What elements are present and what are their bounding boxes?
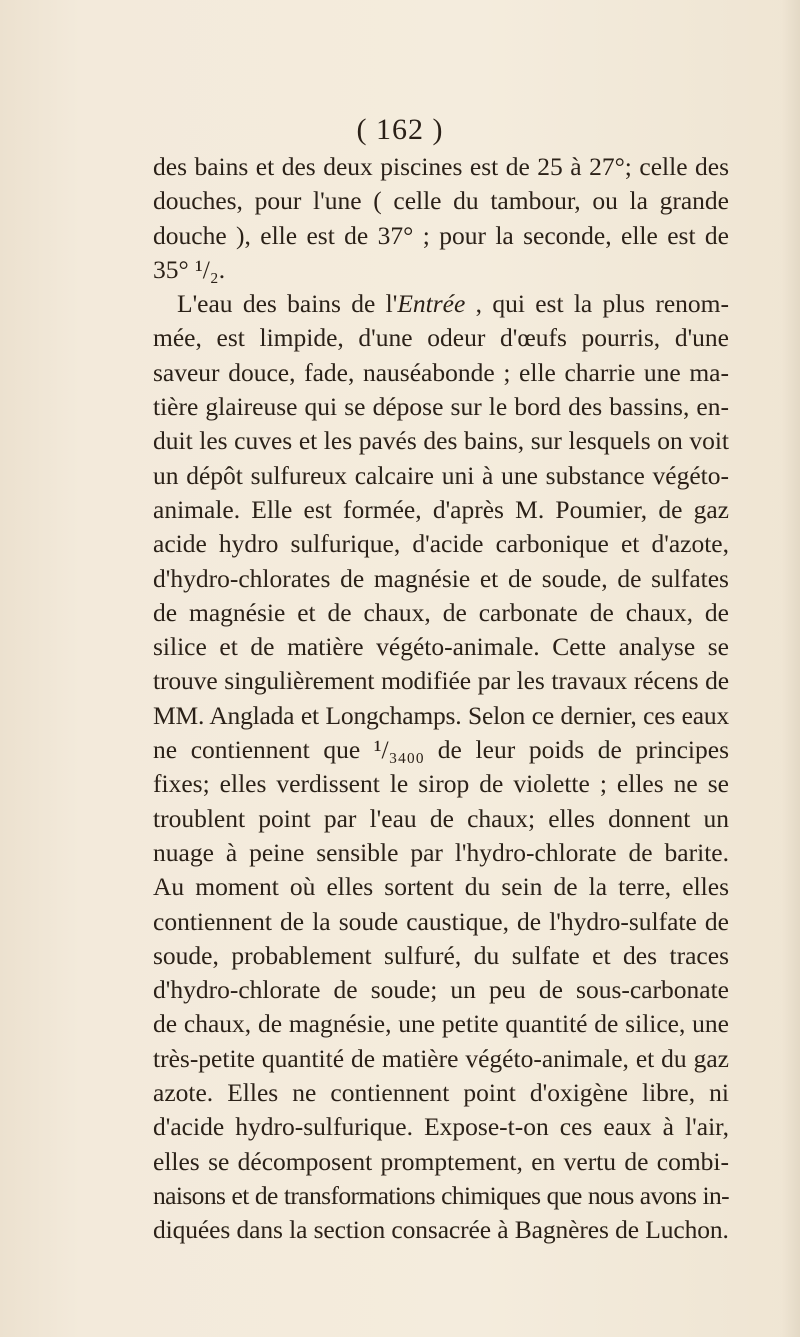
text-line: nuage à peine sensible par l'hydro-chlorate de barite. (153, 837, 729, 867)
text-line: troublent point par l'eau de chaux; elles donnent un (153, 803, 729, 833)
text-line: de chaux, de magnésie, une petite quantité de silice, une (153, 1009, 729, 1039)
text-line: 35° ¹/₂. (153, 254, 226, 284)
text-line: douche ), elle est de 37° ; pour la seconde, elle est de (153, 220, 729, 250)
text-line: douches, pour l'une ( celle du tambour, ou la grande (153, 186, 729, 216)
paragraph-start-line (153, 287, 729, 321)
text-line: d'hydro-chlorates de magnésie et de soude, de sulfates (153, 563, 729, 593)
text-line: fixes; elles verdissent le sirop de violette ; elles ne se (153, 769, 729, 799)
text-line: silice et de matière végéto-animale. Cette analyse se (153, 632, 729, 662)
text-line: contiennent de la soude caustique, de l'hydro-sulfate de (153, 906, 729, 936)
text-line: d'acide hydro-sulfurique. Expose-t-on ces eaux à l'air, (153, 1112, 729, 1142)
page-number: ( 162 ) (356, 113, 444, 146)
text-line: très-petite quantité de matière végéto-animale, et du gaz (153, 1043, 729, 1073)
text-line: MM. Anglada et Longchamps. Selon ce dernier, ces eaux (153, 700, 729, 730)
text-line: elles se décomposent promptement, en vertu de combi- (153, 1146, 729, 1176)
text-line: ne contiennent que ¹/₃₄₀₀ de leur poids de principes (153, 735, 729, 765)
text-line: un dépôt sulfureux calcaire uni à une substance végéto- (153, 460, 729, 490)
text-line: trouve singulièrement modifiée par les travaux récens de (153, 666, 729, 696)
text-line: mée, est limpide, d'une odeur d'œufs pourris, d'une (153, 323, 729, 353)
text-fragment: L'eau des bains de l' (177, 289, 398, 319)
text-line: d'hydro-chlorate de soude; un peu de sous-carbonate (153, 975, 729, 1005)
text-line: animale. Elle est formée, d'après M. Poumier, de gaz (153, 494, 729, 524)
text-line: duit les cuves et les pavés des bains, sur lesquels on voit (153, 426, 729, 456)
body-text (153, 150, 729, 1248)
text-line: Au moment où elles sortent du sein de la terre, elles (153, 872, 729, 902)
text-fragment: , qui est la plus renom- (465, 289, 729, 319)
text-line: acide hydro sulfurique, d'acide carbonique et d'azote, (153, 529, 729, 559)
text-line: soude, probablement sulfuré, du sulfate et des traces (153, 940, 729, 970)
text-line: des bains et des deux piscines est de 25 à 27°; celle des (153, 152, 729, 181)
text-line: naisons et de transformations chimiques que nous avons in- (153, 1180, 729, 1210)
text-line: diquées dans la section consacrée à Bagnères de Luchon. (153, 1215, 729, 1245)
text-line: tière glaireuse qui se dépose sur le bord des bassins, en- (153, 392, 729, 422)
text-line: de magnésie et de chaux, de carbonate de chaux, de (153, 597, 729, 627)
text-line: saveur douce, fade, nauséabonde ; elle charrie une ma- (153, 357, 729, 387)
text-line: azote. Elles ne contiennent point d'oxigène libre, ni (153, 1078, 729, 1108)
page-edge-shadow (782, 0, 800, 1337)
italic-place-name: Entrée (397, 289, 466, 319)
